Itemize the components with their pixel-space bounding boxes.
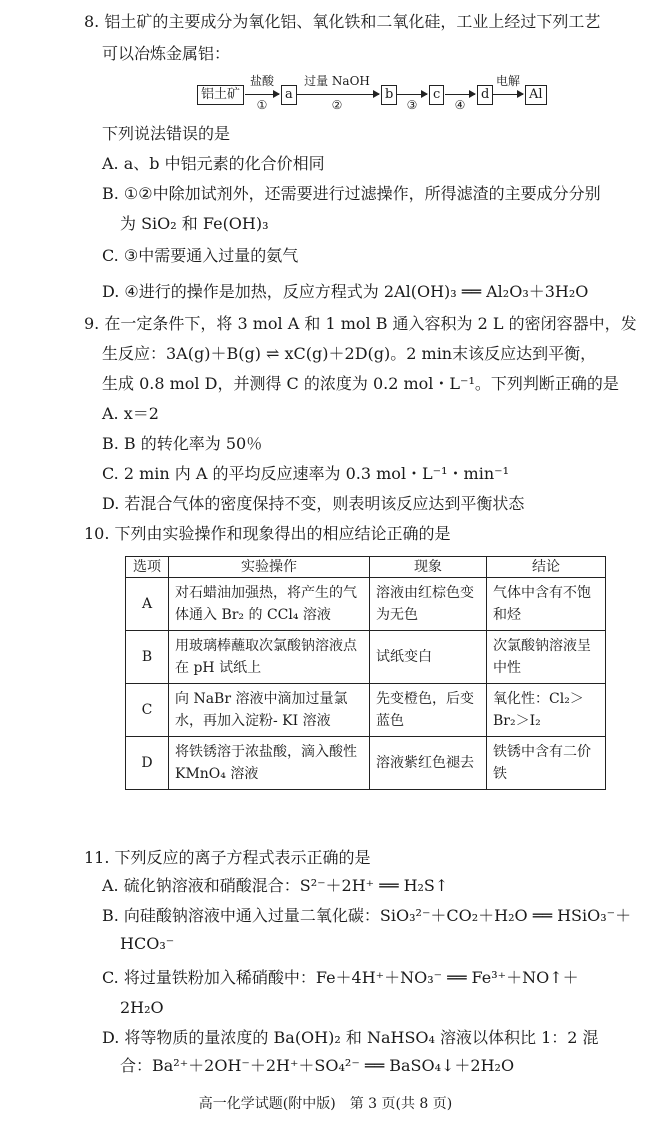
- table-header-conclusion: 结论: [487, 557, 606, 578]
- flow-box-b: b: [381, 85, 397, 105]
- table-header-option: 选项: [126, 557, 169, 578]
- flow-step2-label: ②: [331, 98, 343, 112]
- flow-box-d: d: [477, 85, 493, 105]
- flow-end-box: Al: [525, 85, 547, 105]
- table-header-phenomenon: 现象: [370, 557, 487, 578]
- table-cell-phenomenon: 溶液紫红色褪去: [370, 737, 487, 790]
- table-cell-conclusion: 次氯酸钠溶液呈中性: [487, 631, 606, 684]
- flow-step1-label: ①: [256, 98, 268, 112]
- table-cell-phenomenon: 先变橙色，后变蓝色: [370, 684, 487, 737]
- table-cell-operation: 对石蜡油加强热，将产生的气体通入 Br₂ 的 CCl₄ 溶液: [169, 578, 370, 631]
- q9-stem-line2: 生反应：3A(g)＋B(g) ⇌ xC(g)＋2D(g)。2 min末该反应达到平衡，: [102, 344, 597, 363]
- q9-option-c: C. 2 min 内 A 的平均反应速率为 0.3 mol・L⁻¹・min⁻¹: [102, 464, 509, 483]
- table-cell-phenomenon: 溶液由红棕色变为无色: [370, 578, 487, 631]
- table-row: [126, 737, 606, 790]
- table-header-row: [126, 557, 606, 578]
- flow-arrow-1: [245, 94, 279, 95]
- flow-arrow-2: [297, 94, 379, 95]
- table-cell-operation: 向 NaBr 溶液中滴加过量氯水，再加入淀粉- KI 溶液: [169, 684, 370, 737]
- table-cell-option: A: [126, 578, 169, 631]
- flow-start-box: 铝土矿: [197, 85, 244, 105]
- q8-stem-line1: 8. 铝土矿的主要成分为氧化铝、氧化铁和二氧化硅，工业上经过下列工艺: [84, 12, 601, 31]
- q9-option-a: A. x＝2: [102, 404, 159, 423]
- table-cell-operation: 用玻璃棒蘸取次氯酸钠溶液点在 pH 试纸上: [169, 631, 370, 684]
- table-cell-conclusion: 氧化性：Cl₂＞Br₂＞I₂: [487, 684, 606, 737]
- q10-table: [125, 556, 606, 790]
- table-cell-option: B: [126, 631, 169, 684]
- flow-box-a: a: [281, 85, 297, 105]
- q11-stem: 11. 下列反应的离子方程式表示正确的是: [84, 848, 371, 867]
- q11-option-c-line2: 2H₂O: [120, 998, 164, 1017]
- q11-option-d-line2: 合：Ba²⁺＋2OH⁻＋2H⁺＋SO₄²⁻ ══ BaSO₄↓＋2H₂O: [120, 1056, 515, 1075]
- q10-stem: 10. 下列由实验操作和现象得出的相应结论正确的是: [84, 524, 451, 543]
- q11-option-b-line1: B. 向硅酸钠溶液中通入过量二氧化碳：SiO₃²⁻＋CO₂＋H₂O ══ HSiO₃⁻＋: [102, 906, 632, 925]
- flow-box-c: c: [429, 85, 444, 105]
- flow-step4-label: ④: [454, 98, 466, 112]
- q9-option-b: B. B 的转化率为 50％: [102, 434, 263, 453]
- table-row: [126, 631, 606, 684]
- table-row: [126, 578, 606, 631]
- flow-step2-reagent: 过量 NaOH: [304, 74, 370, 88]
- q8-option-b-line1: B. ①②中除加试剂外，还需要进行过滤操作，所得滤渣的主要成分分别: [102, 184, 601, 203]
- table-cell-conclusion: 气体中含有不饱和烃: [487, 578, 606, 631]
- q8-question: 下列说法错误的是: [102, 124, 231, 143]
- table-cell-option: D: [126, 737, 169, 790]
- q8-option-a: A. a、b 中铝元素的化合价相同: [102, 154, 325, 173]
- q8-stem-line2: 可以冶炼金属铝：: [102, 44, 231, 63]
- q8-process-flow: [197, 76, 557, 116]
- q8-option-c: C. ③中需要通入过量的氨气: [102, 246, 299, 265]
- flow-step5-reagent: 电解: [495, 74, 520, 88]
- table-row: [126, 684, 606, 737]
- q9-option-d: D. 若混合气体的密度保持不变，则表明该反应达到平衡状态: [102, 494, 525, 513]
- table-header-operation: 实验操作: [169, 557, 370, 578]
- flow-arrow-3: [397, 94, 427, 95]
- flow-arrow-4: [445, 94, 475, 95]
- q11-option-b-line2: HCO₃⁻: [120, 934, 175, 953]
- flow-arrow-5: [493, 94, 523, 95]
- page-footer: 高一化学试题(附中版) 第 3 页(共 8 页): [198, 1096, 453, 1112]
- q11-option-a: A. 硫化钠溶液和硝酸混合：S²⁻＋2H⁺ ══ H₂S↑: [102, 876, 449, 895]
- table-cell-phenomenon: 试纸变白: [370, 631, 487, 684]
- table-cell-operation: 将铁锈溶于浓盐酸，滴入酸性 KMnO₄ 溶液: [169, 737, 370, 790]
- q8-option-d: D. ④进行的操作是加热，反应方程式为 2Al(OH)₃ ══ Al₂O₃＋3H₂O: [102, 282, 589, 301]
- table-cell-option: C: [126, 684, 169, 737]
- q9-stem-line3: 生成 0.8 mol D，并测得 C 的浓度为 0.2 mol・L⁻¹。下列判断正确的是: [102, 374, 619, 393]
- table-cell-conclusion: 铁锈中含有二价铁: [487, 737, 606, 790]
- q9-stem-line1: 9. 在一定条件下，将 3 mol A 和 1 mol B 通入容积为 2 L 的密闭容器中，发: [84, 314, 637, 333]
- q11-option-c-line1: C. 将过量铁粉加入稀硝酸中：Fe＋4H⁺＋NO₃⁻ ══ Fe³⁺＋NO↑＋: [102, 968, 579, 987]
- flow-step3-label: ③: [406, 98, 418, 112]
- q8-option-b-line2: 为 SiO₂ 和 Fe(OH)₃: [120, 214, 269, 233]
- flow-step1-reagent: 盐酸: [249, 74, 274, 88]
- q11-option-d-line1: D. 将等物质的量浓度的 Ba(OH)₂ 和 NaHSO₄ 溶液以体积比 1：2 混: [102, 1028, 599, 1047]
